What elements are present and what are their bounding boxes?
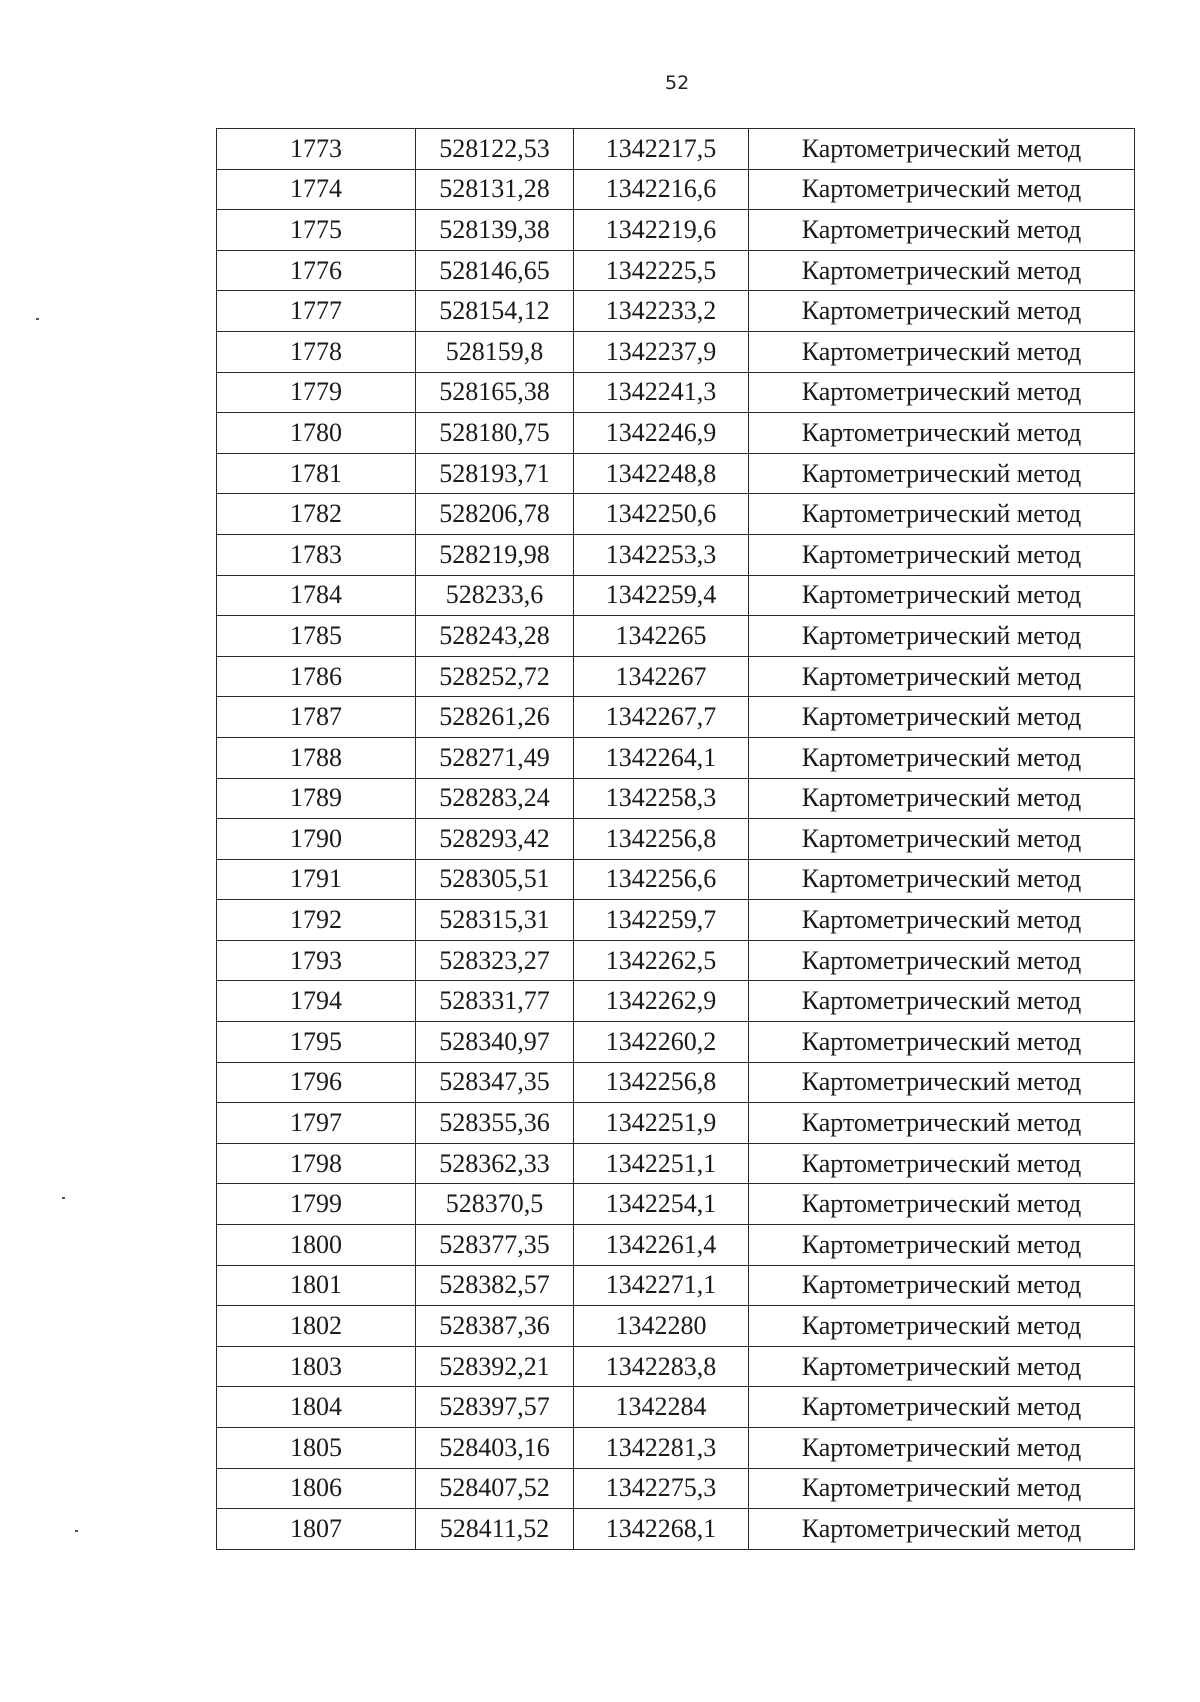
point-number-cell: 1807 xyxy=(217,1509,416,1550)
method-cell: Картометрический метод xyxy=(749,940,1135,981)
x-coordinate-cell: 528139,38 xyxy=(416,210,574,251)
x-coordinate-cell: 528355,36 xyxy=(416,1103,574,1144)
method-cell: Картометрический метод xyxy=(749,819,1135,860)
y-coordinate-cell: 1342256,6 xyxy=(574,859,749,900)
y-coordinate-cell: 1342256,8 xyxy=(574,1062,749,1103)
table-row xyxy=(217,1428,1135,1469)
x-coordinate-cell: 528219,98 xyxy=(416,534,574,575)
table-row xyxy=(217,900,1135,941)
point-number-cell: 1804 xyxy=(217,1387,416,1428)
x-coordinate-cell: 528397,57 xyxy=(416,1387,574,1428)
point-number-cell: 1780 xyxy=(217,413,416,454)
point-number-cell: 1791 xyxy=(217,859,416,900)
method-cell: Картометрический метод xyxy=(749,1062,1135,1103)
y-coordinate-cell: 1342253,3 xyxy=(574,534,749,575)
table-row xyxy=(217,697,1135,738)
y-coordinate-cell: 1342237,9 xyxy=(574,331,749,372)
method-cell: Картометрический метод xyxy=(749,1265,1135,1306)
x-coordinate-cell: 528261,26 xyxy=(416,697,574,738)
method-cell: Картометрический метод xyxy=(749,1306,1135,1347)
y-coordinate-cell: 1342281,3 xyxy=(574,1428,749,1469)
method-cell: Картометрический метод xyxy=(749,1428,1135,1469)
table-row xyxy=(217,859,1135,900)
method-cell: Картометрический метод xyxy=(749,900,1135,941)
point-number-cell: 1798 xyxy=(217,1143,416,1184)
x-coordinate-cell: 528323,27 xyxy=(416,940,574,981)
method-cell: Картометрический метод xyxy=(749,1022,1135,1063)
table-row xyxy=(217,210,1135,251)
point-number-cell: 1792 xyxy=(217,900,416,941)
table-row xyxy=(217,1143,1135,1184)
coordinates-table-body xyxy=(217,129,1135,1550)
x-coordinate-cell: 528193,71 xyxy=(416,453,574,494)
table-row xyxy=(217,1468,1135,1509)
y-coordinate-cell: 1342267 xyxy=(574,656,749,697)
method-cell: Картометрический метод xyxy=(749,575,1135,616)
point-number-cell: 1785 xyxy=(217,616,416,657)
point-number-cell: 1800 xyxy=(217,1225,416,1266)
method-cell: Картометрический метод xyxy=(749,1346,1135,1387)
y-coordinate-cell: 1342251,1 xyxy=(574,1143,749,1184)
point-number-cell: 1789 xyxy=(217,778,416,819)
point-number-cell: 1776 xyxy=(217,250,416,291)
x-coordinate-cell: 528180,75 xyxy=(416,413,574,454)
x-coordinate-cell: 528377,35 xyxy=(416,1225,574,1266)
y-coordinate-cell: 1342233,2 xyxy=(574,291,749,332)
table-row xyxy=(217,129,1135,170)
table-row xyxy=(217,169,1135,210)
table-row xyxy=(217,1387,1135,1428)
page-number: 52 xyxy=(665,72,690,94)
y-coordinate-cell: 1342258,3 xyxy=(574,778,749,819)
point-number-cell: 1784 xyxy=(217,575,416,616)
point-number-cell: 1802 xyxy=(217,1306,416,1347)
table-row xyxy=(217,778,1135,819)
point-number-cell: 1793 xyxy=(217,940,416,981)
point-number-cell: 1774 xyxy=(217,169,416,210)
x-coordinate-cell: 528252,72 xyxy=(416,656,574,697)
x-coordinate-cell: 528271,49 xyxy=(416,737,574,778)
x-coordinate-cell: 528362,33 xyxy=(416,1143,574,1184)
x-coordinate-cell: 528165,38 xyxy=(416,372,574,413)
x-coordinate-cell: 528233,6 xyxy=(416,575,574,616)
method-cell: Картометрический метод xyxy=(749,859,1135,900)
method-cell: Картометрический метод xyxy=(749,453,1135,494)
x-coordinate-cell: 528146,65 xyxy=(416,250,574,291)
point-number-cell: 1801 xyxy=(217,1265,416,1306)
point-number-cell: 1786 xyxy=(217,656,416,697)
table-row xyxy=(217,413,1135,454)
x-coordinate-cell: 528387,36 xyxy=(416,1306,574,1347)
point-number-cell: 1803 xyxy=(217,1346,416,1387)
y-coordinate-cell: 1342260,2 xyxy=(574,1022,749,1063)
point-number-cell: 1777 xyxy=(217,291,416,332)
table-row xyxy=(217,494,1135,535)
method-cell: Картометрический метод xyxy=(749,1225,1135,1266)
table-row xyxy=(217,819,1135,860)
x-coordinate-cell: 528305,51 xyxy=(416,859,574,900)
method-cell: Картометрический метод xyxy=(749,250,1135,291)
coordinates-table xyxy=(216,128,1135,1550)
x-coordinate-cell: 528131,28 xyxy=(416,169,574,210)
y-coordinate-cell: 1342267,7 xyxy=(574,697,749,738)
point-number-cell: 1797 xyxy=(217,1103,416,1144)
table-row xyxy=(217,250,1135,291)
scan-speck xyxy=(75,1530,78,1532)
table-row xyxy=(217,981,1135,1022)
y-coordinate-cell: 1342254,1 xyxy=(574,1184,749,1225)
x-coordinate-cell: 528382,57 xyxy=(416,1265,574,1306)
y-coordinate-cell: 1342275,3 xyxy=(574,1468,749,1509)
method-cell: Картометрический метод xyxy=(749,737,1135,778)
table-row xyxy=(217,1062,1135,1103)
table-row xyxy=(217,1346,1135,1387)
table-row xyxy=(217,737,1135,778)
point-number-cell: 1778 xyxy=(217,331,416,372)
y-coordinate-cell: 1342259,7 xyxy=(574,900,749,941)
point-number-cell: 1794 xyxy=(217,981,416,1022)
point-number-cell: 1787 xyxy=(217,697,416,738)
point-number-cell: 1806 xyxy=(217,1468,416,1509)
y-coordinate-cell: 1342251,9 xyxy=(574,1103,749,1144)
x-coordinate-cell: 528154,12 xyxy=(416,291,574,332)
method-cell: Картометрический метод xyxy=(749,778,1135,819)
table-row xyxy=(217,534,1135,575)
y-coordinate-cell: 1342280 xyxy=(574,1306,749,1347)
y-coordinate-cell: 1342268,1 xyxy=(574,1509,749,1550)
y-coordinate-cell: 1342219,6 xyxy=(574,210,749,251)
table-row xyxy=(217,656,1135,697)
y-coordinate-cell: 1342248,8 xyxy=(574,453,749,494)
y-coordinate-cell: 1342250,6 xyxy=(574,494,749,535)
point-number-cell: 1795 xyxy=(217,1022,416,1063)
method-cell: Картометрический метод xyxy=(749,534,1135,575)
method-cell: Картометрический метод xyxy=(749,697,1135,738)
x-coordinate-cell: 528403,16 xyxy=(416,1428,574,1469)
scan-speck xyxy=(62,1197,65,1199)
y-coordinate-cell: 1342241,3 xyxy=(574,372,749,413)
method-cell: Картометрический метод xyxy=(749,291,1135,332)
method-cell: Картометрический метод xyxy=(749,169,1135,210)
y-coordinate-cell: 1342262,5 xyxy=(574,940,749,981)
table-row xyxy=(217,1225,1135,1266)
table-row xyxy=(217,940,1135,981)
method-cell: Картометрический метод xyxy=(749,372,1135,413)
x-coordinate-cell: 528283,24 xyxy=(416,778,574,819)
point-number-cell: 1775 xyxy=(217,210,416,251)
table-row xyxy=(217,616,1135,657)
point-number-cell: 1805 xyxy=(217,1428,416,1469)
method-cell: Картометрический метод xyxy=(749,1184,1135,1225)
point-number-cell: 1779 xyxy=(217,372,416,413)
table-row xyxy=(217,1022,1135,1063)
method-cell: Картометрический метод xyxy=(749,1143,1135,1184)
y-coordinate-cell: 1342264,1 xyxy=(574,737,749,778)
method-cell: Картометрический метод xyxy=(749,129,1135,170)
y-coordinate-cell: 1342216,6 xyxy=(574,169,749,210)
table-row xyxy=(217,331,1135,372)
y-coordinate-cell: 1342246,9 xyxy=(574,413,749,454)
y-coordinate-cell: 1342261,4 xyxy=(574,1225,749,1266)
point-number-cell: 1799 xyxy=(217,1184,416,1225)
method-cell: Картометрический метод xyxy=(749,1103,1135,1144)
point-number-cell: 1773 xyxy=(217,129,416,170)
x-coordinate-cell: 528293,42 xyxy=(416,819,574,860)
point-number-cell: 1788 xyxy=(217,737,416,778)
x-coordinate-cell: 528340,97 xyxy=(416,1022,574,1063)
x-coordinate-cell: 528159,8 xyxy=(416,331,574,372)
x-coordinate-cell: 528331,77 xyxy=(416,981,574,1022)
x-coordinate-cell: 528243,28 xyxy=(416,616,574,657)
method-cell: Картометрический метод xyxy=(749,1509,1135,1550)
x-coordinate-cell: 528370,5 xyxy=(416,1184,574,1225)
y-coordinate-cell: 1342217,5 xyxy=(574,129,749,170)
y-coordinate-cell: 1342256,8 xyxy=(574,819,749,860)
y-coordinate-cell: 1342259,4 xyxy=(574,575,749,616)
method-cell: Картометрический метод xyxy=(749,616,1135,657)
y-coordinate-cell: 1342284 xyxy=(574,1387,749,1428)
method-cell: Картометрический метод xyxy=(749,1387,1135,1428)
method-cell: Картометрический метод xyxy=(749,413,1135,454)
point-number-cell: 1782 xyxy=(217,494,416,535)
method-cell: Картометрический метод xyxy=(749,656,1135,697)
x-coordinate-cell: 528347,35 xyxy=(416,1062,574,1103)
y-coordinate-cell: 1342265 xyxy=(574,616,749,657)
table-row xyxy=(217,1103,1135,1144)
y-coordinate-cell: 1342271,1 xyxy=(574,1265,749,1306)
table-row xyxy=(217,453,1135,494)
x-coordinate-cell: 528206,78 xyxy=(416,494,574,535)
x-coordinate-cell: 528411,52 xyxy=(416,1509,574,1550)
point-number-cell: 1796 xyxy=(217,1062,416,1103)
method-cell: Картометрический метод xyxy=(749,981,1135,1022)
table-row xyxy=(217,575,1135,616)
y-coordinate-cell: 1342283,8 xyxy=(574,1346,749,1387)
method-cell: Картометрический метод xyxy=(749,210,1135,251)
x-coordinate-cell: 528392,21 xyxy=(416,1346,574,1387)
table-row xyxy=(217,1306,1135,1347)
scan-speck xyxy=(36,318,39,320)
table-row xyxy=(217,1265,1135,1306)
x-coordinate-cell: 528407,52 xyxy=(416,1468,574,1509)
method-cell: Картометрический метод xyxy=(749,494,1135,535)
point-number-cell: 1781 xyxy=(217,453,416,494)
table-row xyxy=(217,1184,1135,1225)
y-coordinate-cell: 1342225,5 xyxy=(574,250,749,291)
x-coordinate-cell: 528315,31 xyxy=(416,900,574,941)
method-cell: Картометрический метод xyxy=(749,331,1135,372)
method-cell: Картометрический метод xyxy=(749,1468,1135,1509)
y-coordinate-cell: 1342262,9 xyxy=(574,981,749,1022)
table-row xyxy=(217,372,1135,413)
point-number-cell: 1790 xyxy=(217,819,416,860)
table-row xyxy=(217,291,1135,332)
x-coordinate-cell: 528122,53 xyxy=(416,129,574,170)
table-row xyxy=(217,1509,1135,1550)
point-number-cell: 1783 xyxy=(217,534,416,575)
